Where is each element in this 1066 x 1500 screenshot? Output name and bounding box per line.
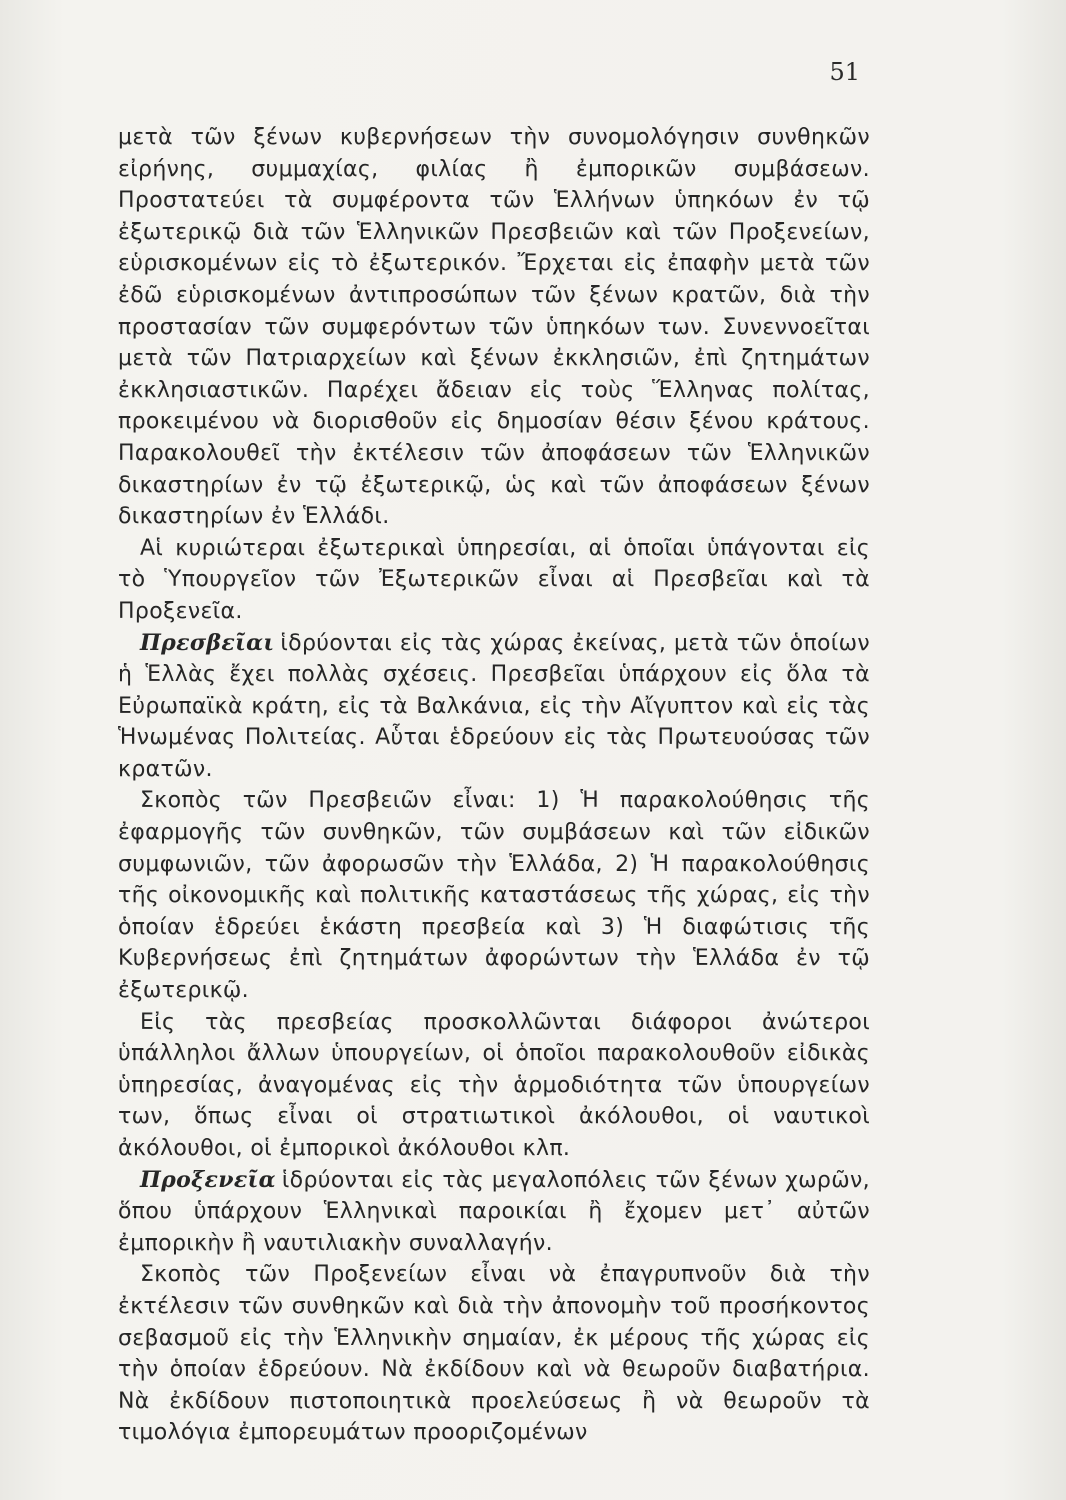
consulates-heading: Προξενεῖα — [140, 1166, 276, 1193]
body-text — [118, 122, 870, 1449]
embassies-text: ἱδρύονται εἰς τὰς χώρας ἐκείνας, μετὰ τῶν ὁποίων ἡ Ἑλλὰς ἔχει πολλὰς σχέσεις. Πρεσβεῖαι ὑπάρχουν εἰς ὅλα τὰ Εὐρωπαϊκὰ κράτη, εἰς τὰ Βαλκάνια, εἰς τὴν Αἴγυπτον καὶ εἰς τὰς Ἡνωμένας Πολιτείας. Αὗται ἑδρεύουν εἰς τὰς Πρωτευούσας τῶν κρατῶν. — [118, 630, 870, 782]
page-number: 51 — [829, 58, 860, 86]
paragraph-attaches: Εἰς τὰς πρεσβείας προσκολλῶνται διάφοροι ἀνώτεροι ὑπάλληλοι ἄλλων ὑπουργείων, οἱ ὁποῖοι παρακολουθοῦν εἰδικὰς ὑπηρεσίας, ἀναγομένας εἰς τὴν ἁρμοδιότητα τῶν ὑπουργείων των, ὅπως εἶναι οἱ στρατιωτικοὶ ἀκόλουθοι, οἱ ναυτικοὶ ἀκόλουθοι, οἱ ἐμπορικοὶ ἀκόλουθοι κλπ. — [118, 1009, 870, 1161]
consulates-text: ἱδρύονται εἰς τὰς μεγαλοπόλεις τῶν ξένων χωρῶν, ὅπου ὑπάρχουν Ἑλληνικαὶ παροικίαι ἢ ἔχομεν μετ᾽ αὐτῶν ἐμπορικὴν ἢ ναυτιλιακὴν συναλλαγήν. — [118, 1167, 870, 1256]
paragraph-embassy-purpose: Σκοπὸς τῶν Πρεσβειῶν εἶναι: 1) Ἡ παρακολούθησις τῆς ἐφαρμογῆς τῶν συνθηκῶν, τῶν συμβάσεων καὶ τῶν εἰδικῶν συμφωνιῶν, τῶν ἀφορωσῶν τὴν Ἑλλάδα, 2) Ἡ παρακολούθησις τῆς οἰκονομικῆς καὶ πολιτικῆς καταστάσεως τῆς χώρας, εἰς τὴν ὁποίαν ἑδρεύει ἑκάστη πρεσβεία καὶ 3) Ἡ διαφώτισις τῆς Κυβερνήσεως ἐπὶ ζητημάτων ἀφορώντων τὴν Ἑλλάδα ἐν τῷ ἐξωτερικῷ. — [118, 788, 870, 1004]
paragraph-foreign-services: Αἱ κυριώτεραι ἐξωτερικαὶ ὑπηρεσίαι, αἱ ὁποῖαι ὑπάγονται εἰς τὸ Ὑπουργεῖον τῶν Ἐξωτερικῶν εἶναι αἱ Πρεσβεῖαι καὶ τὰ Προξενεῖα. — [118, 535, 870, 624]
paragraph-consulates — [118, 1165, 870, 1260]
paragraph-ministry-duties: μετὰ τῶν ξένων κυβερνήσεων τὴν συνομολόγησιν συνθηκῶν εἰρήνης, συμμαχίας, φιλίας ἢ ἐμπορικῶν συμβάσεων. Προστατεύει τὰ συμφέροντα τῶν Ἑλλήνων ὑπηκόων ἐν τῷ ἐξωτερικῷ διὰ τῶν Ἑλληνικῶν Πρεσβειῶν καὶ τῶν Προξενείων, εὑρισκομένων εἰς τὸ ἐξωτερικόν. Ἔρχεται εἰς ἐπαφὴν μετὰ τῶν ἐδῶ εὑρισκομένων ἀντιπροσώπων τῶν ξένων κρατῶν, διὰ τὴν προστασίαν τῶν συμφερόντων τῶν ὑπηκόων των. Συνεννοεῖται μετὰ τῶν Πατριαρχείων καὶ ξένων ἐκκλησιῶν, ἐπὶ ζητημάτων ἐκκλησιαστικῶν. Παρέχει ἄδειαν εἰς τοὺς Ἕλληνας πολίτας, προκειμένου νὰ διορισθοῦν εἰς δημοσίαν θέσιν ξένου κράτους. Παρακολουθεῖ τὴν ἐκτέλεσιν τῶν ἀποφάσεων τῶν Ἑλληνικῶν δικαστηρίων ἐν τῷ ἐξωτερικῷ, ὡς καὶ τῶν ἀποφάσεων ξένων δικαστηρίων ἐν Ἑλλάδι. — [118, 125, 870, 530]
paragraph-embassies — [118, 628, 870, 786]
paragraph-consulate-purpose: Σκοπὸς τῶν Προξενείων εἶναι νὰ ἐπαγρυπνοῦν διὰ τὴν ἐκτέλεσιν τῶν συνθηκῶν καὶ διὰ τὴν ἀπονομὴν τοῦ προσήκοντος σεβασμοῦ εἰς τὴν Ἑλληνικὴν σημαίαν, ἐκ μέρους τῆς χώρας εἰς τὴν ὁποίαν ἑδρεύουν. Νὰ ἐκδίδουν καὶ νὰ θεωροῦν διαβατήρια. Νὰ ἐκδίδουν πιστοποιητικὰ προελεύσεως ἢ νὰ θεωροῦν τὰ τιμολόγια ἐμπορευμάτων προοριζομένων — [118, 1262, 870, 1446]
embassies-heading: Πρεσβεῖαι — [140, 629, 275, 656]
